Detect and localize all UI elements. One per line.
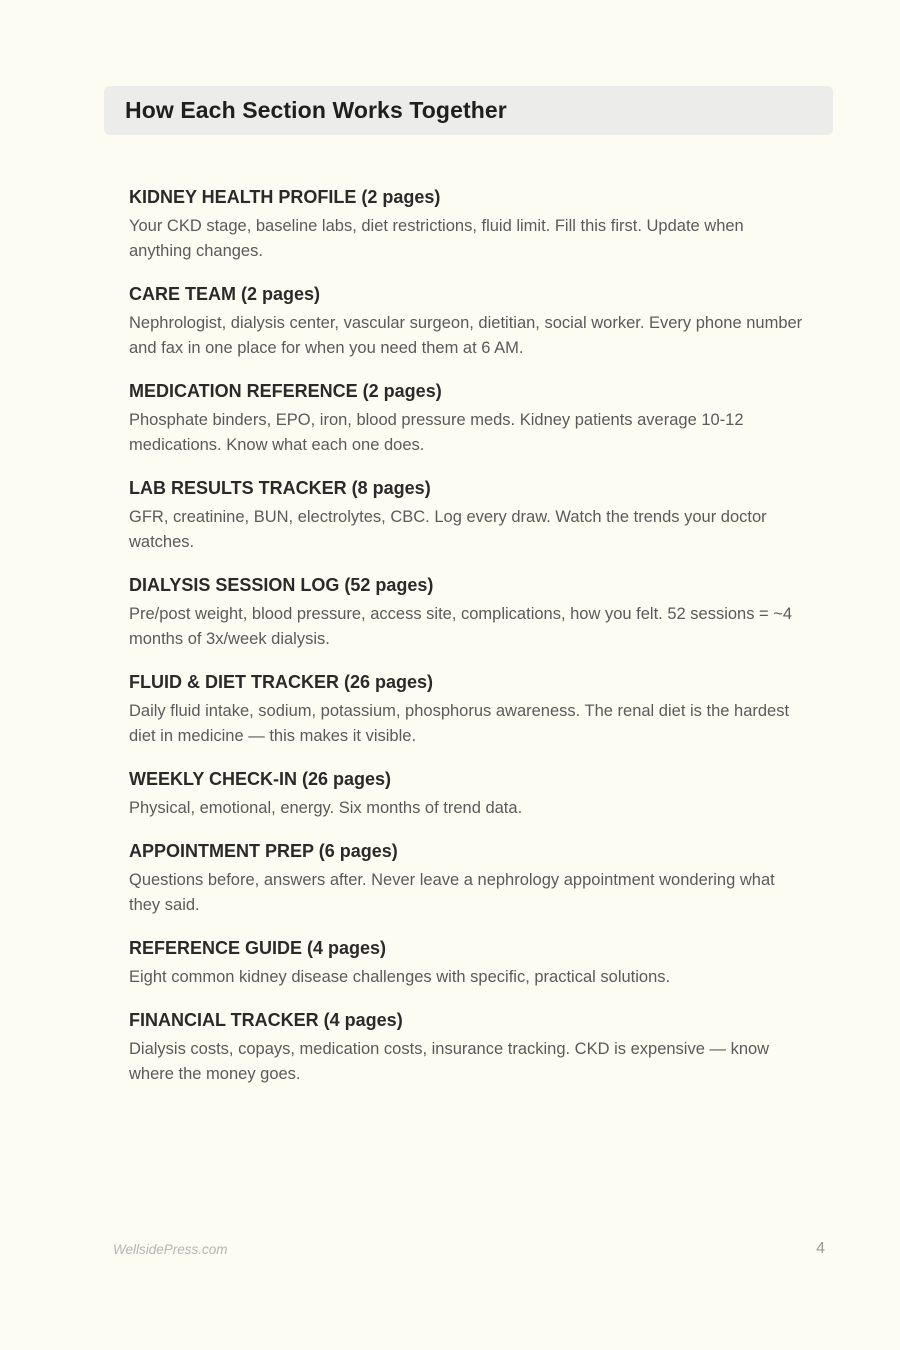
section-title: APPOINTMENT PREP (6 pages) xyxy=(129,841,398,861)
section-title: FLUID & DIET TRACKER (26 pages) xyxy=(129,672,434,692)
section-item xyxy=(129,1007,809,1087)
page-number: 4 xyxy=(816,1240,825,1257)
section-item xyxy=(129,766,809,821)
section-title: CARE TEAM (2 pages) xyxy=(129,284,321,304)
section-description: Pre/post weight, blood pressure, access site, complications, how you felt. 52 sessions = ~4 months of 3x/week dialysis. xyxy=(129,605,793,648)
section-title: LAB RESULTS TRACKER (8 pages) xyxy=(129,478,431,498)
section-item xyxy=(129,935,809,990)
section-description: Nephrologist, dialysis center, vascular surgeon, dietitian, social worker. Every phone number and fax in one place for when you need them at 6 AM. xyxy=(129,314,803,357)
section-item xyxy=(129,184,809,264)
section-description: Your CKD stage, baseline labs, diet restrictions, fluid limit. Fill this first. Update when anything changes. xyxy=(129,217,744,260)
section-item xyxy=(129,838,809,918)
section-title: WEEKLY CHECK-IN (26 pages) xyxy=(129,769,392,789)
section-title: KIDNEY HEALTH PROFILE (2 pages) xyxy=(129,187,441,207)
section-description: Physical, emotional, energy. Six months of trend data. xyxy=(129,799,523,817)
section-title: MEDICATION REFERENCE (2 pages) xyxy=(129,381,442,401)
section-description: Questions before, answers after. Never leave a nephrology appointment wondering what they said. xyxy=(129,871,775,914)
section-item xyxy=(129,572,809,652)
section-title: REFERENCE GUIDE (4 pages) xyxy=(129,938,387,958)
section-title: FINANCIAL TRACKER (4 pages) xyxy=(129,1010,403,1030)
section-description: Daily fluid intake, sodium, potassium, phosphorus awareness. The renal diet is the hardest diet in medicine — this makes it visible. xyxy=(129,702,790,745)
section-description: Eight common kidney disease challenges with specific, practical solutions. xyxy=(129,968,671,986)
section-title: DIALYSIS SESSION LOG (52 pages) xyxy=(129,575,434,595)
section-description: GFR, creatinine, BUN, electrolytes, CBC. Log every draw. Watch the trends your doctor watches. xyxy=(129,508,767,551)
section-item xyxy=(129,669,809,749)
section-list xyxy=(129,184,809,1104)
section-item xyxy=(129,475,809,555)
section-item xyxy=(129,281,809,361)
footer-brand: WellsidePress.com xyxy=(113,1242,228,1257)
section-description: Phosphate binders, EPO, iron, blood pressure meds. Kidney patients average 10-12 medications. Know what each one does. xyxy=(129,411,744,454)
section-item xyxy=(129,378,809,458)
section-description: Dialysis costs, copays, medication costs, insurance tracking. CKD is expensive — know where the money goes. xyxy=(129,1040,770,1083)
page-title: How Each Section Works Together xyxy=(125,97,507,123)
section-header-band xyxy=(104,86,833,135)
